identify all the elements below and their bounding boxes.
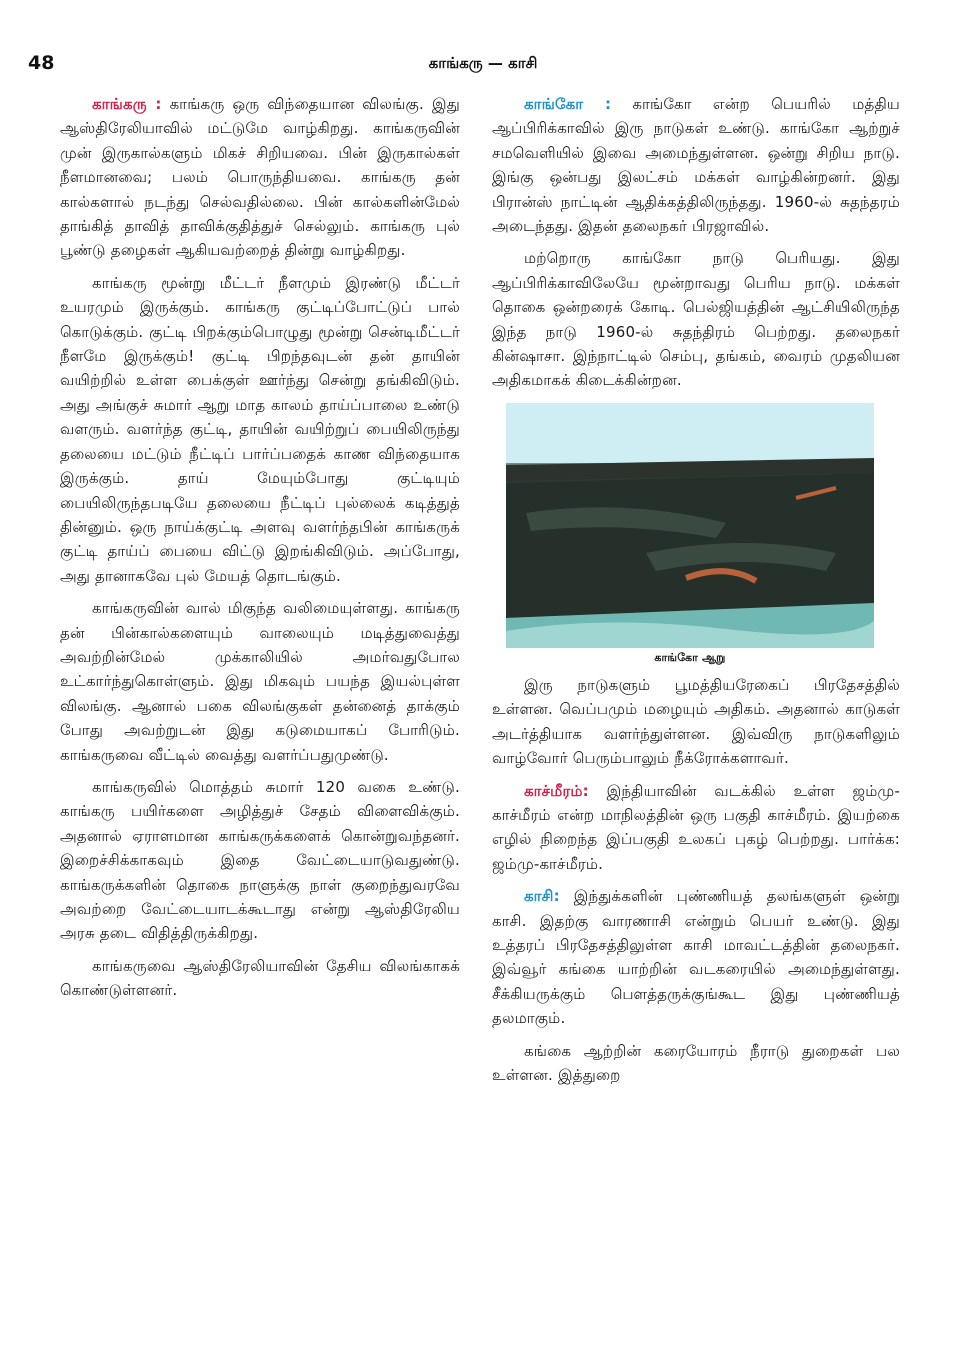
left-column <box>60 92 460 1011</box>
kashmir-para-1: இந்தியாவின் வடக்கில் உள்ள ஜம்மு-காச்மீரம் என்ற மாநிலத்தின் ஒரு பகுதி காச்மீரம். இயற்கை எழில் நிறைந்த இப்பகுதி உலகப் புகழ் பெற்றது. பார்க்க: ஜம்மு-காச்மீரம். <box>492 781 900 873</box>
kangaroo-para-2: காங்கரு மூன்று மீட்டர் நீளமும் இரண்டு மீட்டர் உயரமும் இருக்கும். காங்கரு குட்டிப்போட்டுப் பால் கொடுக்கும். குட்டி பிறக்கும்பொழுது மூன்று சென்டிமீட்டர் நீளமே இருக்கும்! குட்டி பிறந்தவுடன் தன் தாயின் வயிற்றில் உள்ள பைக்குள் ஊர்ந்து சென்று தங்கிவிடும். அது அங்குச் சுமார் ஆறு மாத காலம் தாய்ப்பாலை உண்டு வளரும். வளர்ந்த குட்டி, தாயின் வயிற்றுப் பையிலிருந்து தலையை மட்டும் நீட்டிப் பார்ப்பதைக் காண விந்தையாக இருக்கும். தாய் மேயும்போது குட்டியும் பையிலிருந்தபடியே தலையை நீட்டிப் புல்லைக் கடித்துத் தின்னும். ஒரு நாய்க்குட்டி அளவு வளர்ந்தபின் காங்கருக் குட்டி தாய்ப் பையை விட்டு இறங்கிவிடும். அப்போது, அது தானாகவே புல் மேயத் தொடங்கும். <box>60 273 460 585</box>
entry-kashmir <box>492 779 900 877</box>
kasi-para-2: கங்கை ஆற்றின் கரையோரம் நீராடு துறைகள் பல உள்ளன. இத்துறை <box>492 1041 900 1084</box>
kangaroo-para-4: காங்கருவில் மொத்தம் சுமார் 120 வகை உண்டு. காங்கரு பயிர்களை அழித்துச் சேதம் விளைவிக்கும். அதனால் ஏராளமான காங்கருக்களைக் கொன்றுவந்தனர். இறைச்சிக்காகவும் இதை வேட்டையாடுவதுண்டு. காங்கருக்களின் தொகை நாளுக்கு நாள் குறைந்துவரவே அவற்றை வேட்டையாடக்கூடாது என்று ஆஸ்திரேலிய அரசு தடை விதித்திருக்கிறது. <box>60 777 460 943</box>
entry-kangaroo <box>60 92 460 263</box>
entry-congo <box>492 92 900 238</box>
kangaroo-para-1: காங்கரு ஒரு விந்தையான விலங்கு. இது ஆஸ்திரேலியாவில் மட்டுமே வாழ்கிறது. காங்கருவின் முன் இருகால்களும் மிகச் சிறியவை. பின் இருகால்கள் நீளமானவை; பலம் பொருந்தியவை. காங்கரு தன் கால்களால் நடந்து செல்வதில்லை. பின் கால்களின்மேல் தாங்கித் தாவித் தாவிக்குதித்துச் செல்லும். காங்கரு புல் பூண்டு தழைகள் ஆகியவற்றைத் தின்று வாழ்கிறது. <box>60 95 460 260</box>
entry-kasi <box>492 884 900 1030</box>
congo-para-1: காங்கோ என்ற பெயரில் மத்திய ஆப்பிரிக்காவில் இரு நாடுகள் உண்டு. காங்கோ ஆற்றுச் சமவெளியில் இவை அமைந்துள்ளன. ஒன்று சிறிய நாடு. இங்கு ஒன்பது இலட்சம் மக்கள் வாழ்கின்றனர். இது பிரான்ஸ் நாட்டின் ஆதிக்கத்திலிருந்தது. 1960-ல் சுதந்தரம் அடைந்தது. இதன் தலைநகர் பிரஜாவில். <box>492 95 900 236</box>
page-header <box>0 52 966 82</box>
running-title: காங்கரு — காசி <box>428 54 538 72</box>
entry-head-kangaroo: காங்கரு : <box>92 95 162 113</box>
kasi-para-1: இந்துக்களின் புண்ணியத் தலங்களுள் ஒன்று காசி. இதற்கு வாரணாசி என்றும் பெயர் உண்டு. இது உத்தரப் பிரதேசத்திலுள்ள காசி மாவட்டத்தின் தலைநகர். இவ்வூர் கங்கை யாற்றின் வடகரையில் அமைந்துள்ளது. சீக்கியருக்கும் பௌத்தருக்குங்கூட இது புண்ணியத் தலமாகும். <box>492 887 900 1028</box>
river-boats-illustration <box>506 403 874 648</box>
entry-head-congo: காங்கோ : <box>524 95 612 113</box>
entry-head-kashmir: காச்மீரம்: <box>524 781 589 800</box>
congo-river-photo <box>506 403 874 648</box>
congo-para-2: மற்றொரு காங்கோ நாடு பெரியது. இது ஆப்பிரிக்காவிலேயே மூன்றாவது பெரிய நாடு. மக்கள் தொகை ஒன்றரைக் கோடி. பெல்ஜியத்தின் ஆட்சியிலிருந்த இந்த நாடு 1960-ல் சுதந்திரம் பெற்றது. தலைநகர் கின்ஷாசா. இந்நாட்டில் செம்பு, தங்கம், வைரம் முதலியன அதிகமாகக் கிடைக்கின்றன. <box>492 249 900 390</box>
page-number: 48 <box>28 52 55 74</box>
kangaroo-para-3: காங்கருவின் வால் மிகுந்த வலிமையுள்ளது. காங்கரு தன் பின்கால்களையும் வாலையும் மடித்துவைத்து அவற்றின்மேல் முக்காலியில் அமர்வதுபோல உட்கார்ந்துகொள்ளும். இது மிகவும் பயந்த இயல்புள்ள விலங்கு. ஆனால் பகை விலங்குகள் தன்னைத் தாக்கும் போது அவற்றுடன் இது கடுமையாகப் போரிடும். காங்கருவை வீட்டில் வைத்து வளர்ப்பதுமுண்டு. <box>60 599 460 764</box>
figure-caption: காங்கோ ஆறு <box>654 650 726 664</box>
congo-river-figure <box>506 403 874 673</box>
congo-para-3: இரு நாடுகளும் பூமத்தியரேகைப் பிரதேசத்தில் உள்ளன. வெப்பமும் மழையும் அதிகம். அதனால் காடுகள் அடர்த்தியாக வளர்ந்துள்ளன. இவ்விரு நாடுகளிலும் வாழ்வோர் பெரும்பாலும் நீக்ரோக்களாவர். <box>492 675 900 768</box>
right-column <box>492 92 900 1095</box>
kangaroo-para-5: காங்கருவை ஆஸ்திரேலியாவின் தேசிய விலங்காகக் கொண்டுள்ளனர். <box>60 956 460 1000</box>
entry-head-kasi: காசி: <box>524 887 560 906</box>
